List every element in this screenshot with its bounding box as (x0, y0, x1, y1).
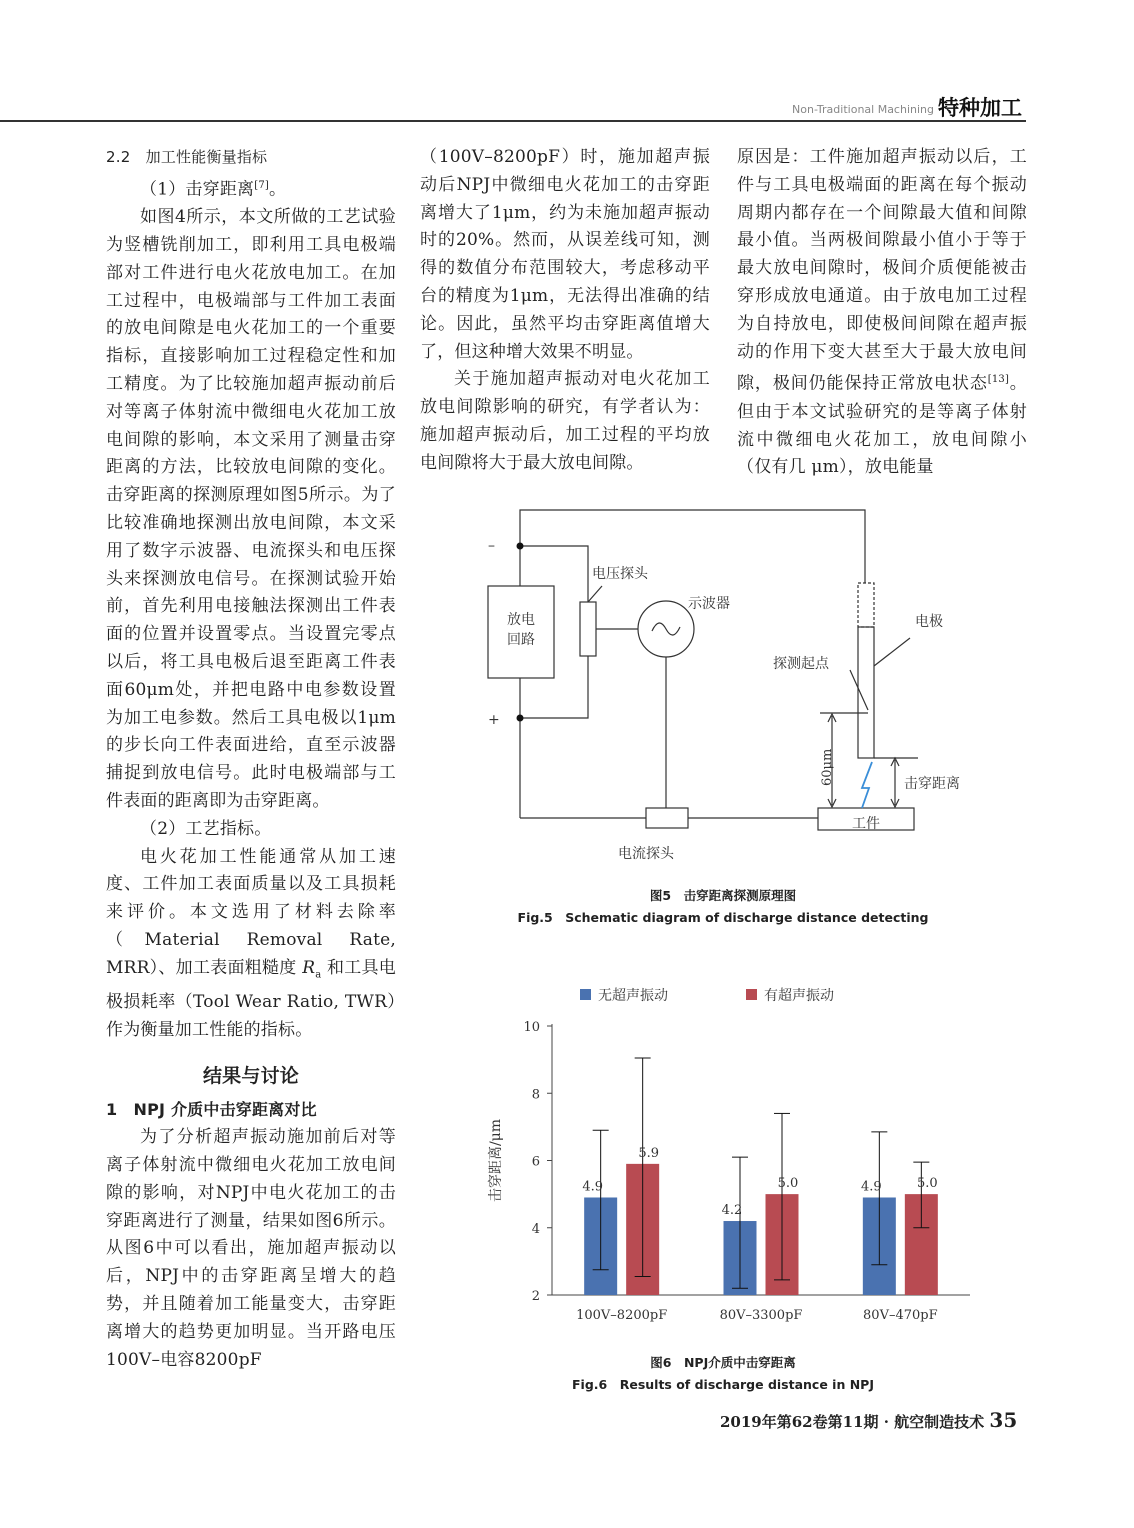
column-3 (737, 144, 1027, 482)
item-1-heading (106, 172, 396, 204)
results-heading: 结果与讨论 (202, 1064, 299, 1087)
x-tick-label-2: 80V–3300pF (719, 1308, 803, 1323)
x-tick-label-3: 80V–470pF (863, 1308, 938, 1323)
page-number: 35 (989, 1408, 1018, 1432)
breakdown-label: 击穿距离 (904, 776, 960, 792)
paragraph-c3-a: 原因是：工件施加超声振动以后，工件与工具电极端面的距离在每个振动周期内都存在一个间隙最大值和间隙最小值。当两极间隙最小值小于等于最大放电间隙时，极间介质便能被击穿形成放电通道。由于放电加工过程为自持放电，即使极间间隙在超声振动的作用下变大甚至大于最大放电间隙，极间仍能保持正常放电状态 (737, 147, 1027, 395)
voltage-probe-leader (588, 586, 602, 602)
y-tick-label-4: 4 (531, 1221, 540, 1237)
paragraph-c2-2: 关于施加超声振动对电火花加工放电间隙影响的研究，有学者认为：施加超声振动后，加工过程的平均放电间隙将大于最大放电间隙。 (420, 369, 710, 473)
oscilloscope-wave-icon (652, 623, 680, 635)
y-tick-label-2: 2 (531, 1289, 540, 1304)
header-journal-en: Non-Traditional Machining (792, 103, 934, 116)
junction-top (517, 543, 524, 550)
section-2-2-heading: 2.2 加工性能衡量指标 (106, 148, 268, 166)
minus-sign: – (488, 538, 495, 554)
detect-start-leader (850, 670, 868, 710)
electrode-dashed (858, 583, 874, 627)
footer-journal: 2019年第62卷第11期 · 航空制造技术 (720, 1413, 985, 1431)
item-2-heading: （2）工艺指标。 (140, 818, 272, 839)
footer (720, 1408, 1017, 1432)
paragraph-3: 为了分析超声振动施加前后对等离子体射流中微细电火花加工放电间隙的影响，对NPJ中电火花加工的击穿距离进行了测量，结果如图6所示。从图6中可以看出，施加超声振动以后，NPJ中的击穿距离呈增大的趋势，并且随着加工能量变大，击穿距离增大的趋势更加明显。当开路电压100V–电容8200pF (106, 1127, 396, 1370)
ra-sub: a (315, 969, 322, 981)
value-label-2-2: 5.0 (777, 1176, 799, 1192)
legend-swatch-2 (746, 989, 757, 1000)
paragraph-2-b: 和工具电极损耗率（Tool Wear Ratio, TWR）作为衡量加工性能的指标。 (106, 957, 397, 1040)
paragraph-2 (106, 844, 396, 1045)
y-tick-label-10: 10 (523, 1020, 540, 1035)
figure-6-caption-cn: 图6 NPJ介质中击穿距离 (650, 1355, 796, 1370)
paragraph-c3-b: 。但由于本文试验研究的是等离子体射流中微细电火花加工，放电间隙小（仅有几 μm），放电能量 (737, 374, 1027, 478)
item-1-text: （1）击穿距离 (140, 179, 255, 200)
y-tick-label-8: 8 (531, 1087, 540, 1103)
figure-5-caption-en: Fig.5 Schematic diagram of discharge distance detecting (517, 910, 929, 925)
y-tick-label-6: 6 (531, 1154, 540, 1170)
column-2 (420, 144, 710, 478)
legend-swatch-1 (580, 989, 591, 1000)
citation-13: [13] (987, 374, 1010, 386)
detect-start-label: 探测起点 (773, 656, 829, 672)
figure-6-caption-en: Fig.6 Results of discharge distance in NPJ (572, 1377, 874, 1392)
electrode-leader (874, 638, 910, 666)
figure-5-schematic (470, 498, 960, 878)
voltage-probe-label: 电压探头 (592, 566, 648, 582)
header-rule (0, 120, 1026, 122)
value-label-2-3: 5.0 (916, 1176, 938, 1192)
citation-7: [7] (254, 179, 269, 191)
value-label-2-1: 5.9 (638, 1145, 660, 1161)
item-1-end: 。 (268, 179, 287, 200)
x-tick-label-1: 100V–8200pF (576, 1308, 668, 1323)
circuit-label-1: 放电 (507, 612, 535, 628)
paragraph-c2-1: （100V–8200pF）时，施加超声振动后NPJ中微细电火花加工的击穿距离增大了1μm，约为未施加超声振动时的20%。然而，从误差线可知，测得的数值分布范围较大，考虑移动平台的精度为1μm，无法得出准确的结论。因此，虽然平均击穿距离值增大了，但这种增大效果不明显。 (420, 147, 710, 362)
figure-6-chart (470, 975, 990, 1335)
current-probe-label: 电流探头 (618, 846, 674, 862)
ra-var: R (302, 957, 316, 978)
dim-60-label: 60μm (820, 748, 835, 786)
value-label-1-2: 4.2 (721, 1203, 743, 1219)
paragraph-1: 如图4所示，本文所做的工艺试验为竖槽铣削加工，即利用工具电极端部对工件进行电火花放电加工。在加工过程中，电极端部与工件加工表面的放电间隙是电火花加工的一个重要指标，直接影响加工过程稳定性和加工精度。为了比较施加超声振动前后对等离子体射流中微细电火花加工放电间隙的影响，本文采用了测量击穿距离的方法，比较放电间隙的变化。击穿距离的探测原理如图5所示。为了比较准确地探测出放电间隙，本文采用了数字示波器、电流探头和电压探头来探测放电信号。在探测试验开始前，首先利用电接触法探测出工件表面的位置并设置零点。当设置完零点以后，将工具电极后退至距离工件表面60μm处，并把电路中电参数设置为加工电参数。然后工具电极以1μm的步长向工件表面进给，直至示波器捕捉到放电信号。此时电极端部与工件表面的距离即为击穿距离。 (106, 207, 396, 811)
voltage-probe (580, 602, 596, 656)
electrode-label: 电极 (915, 614, 943, 630)
figure-5-caption-cn: 图5 击穿距离探测原理图 (649, 888, 797, 903)
section-1-heading: 1 NPJ 介质中击穿距离对比 (106, 1100, 317, 1120)
paragraph-2-a: 电火花加工性能通常从加工速度、工件加工表面质量以及工具损耗来评价。本文选用了材料去除率（Material Removal Rate, MRR）、加工表面粗糙度 (106, 846, 396, 978)
current-probe (646, 808, 688, 828)
legend-label-1: 无超声振动 (598, 988, 668, 1004)
value-label-1-1: 4.9 (582, 1179, 604, 1195)
y-axis-label: 击穿距离/μm (488, 1118, 504, 1203)
column-1 (106, 144, 396, 1374)
junction-bottom (517, 715, 524, 722)
paragraph-c3-1 (737, 144, 1027, 482)
header-journal-cn: 特种加工 (938, 96, 1022, 120)
spark-icon (862, 762, 872, 808)
oscilloscope-label: 示波器 (688, 596, 730, 612)
legend-label-2: 有超声振动 (764, 988, 834, 1004)
workpiece-label: 工件 (852, 816, 880, 832)
circuit-label-2: 回路 (507, 632, 535, 648)
plus-sign: + (488, 712, 500, 728)
value-label-1-3: 4.9 (860, 1179, 882, 1195)
